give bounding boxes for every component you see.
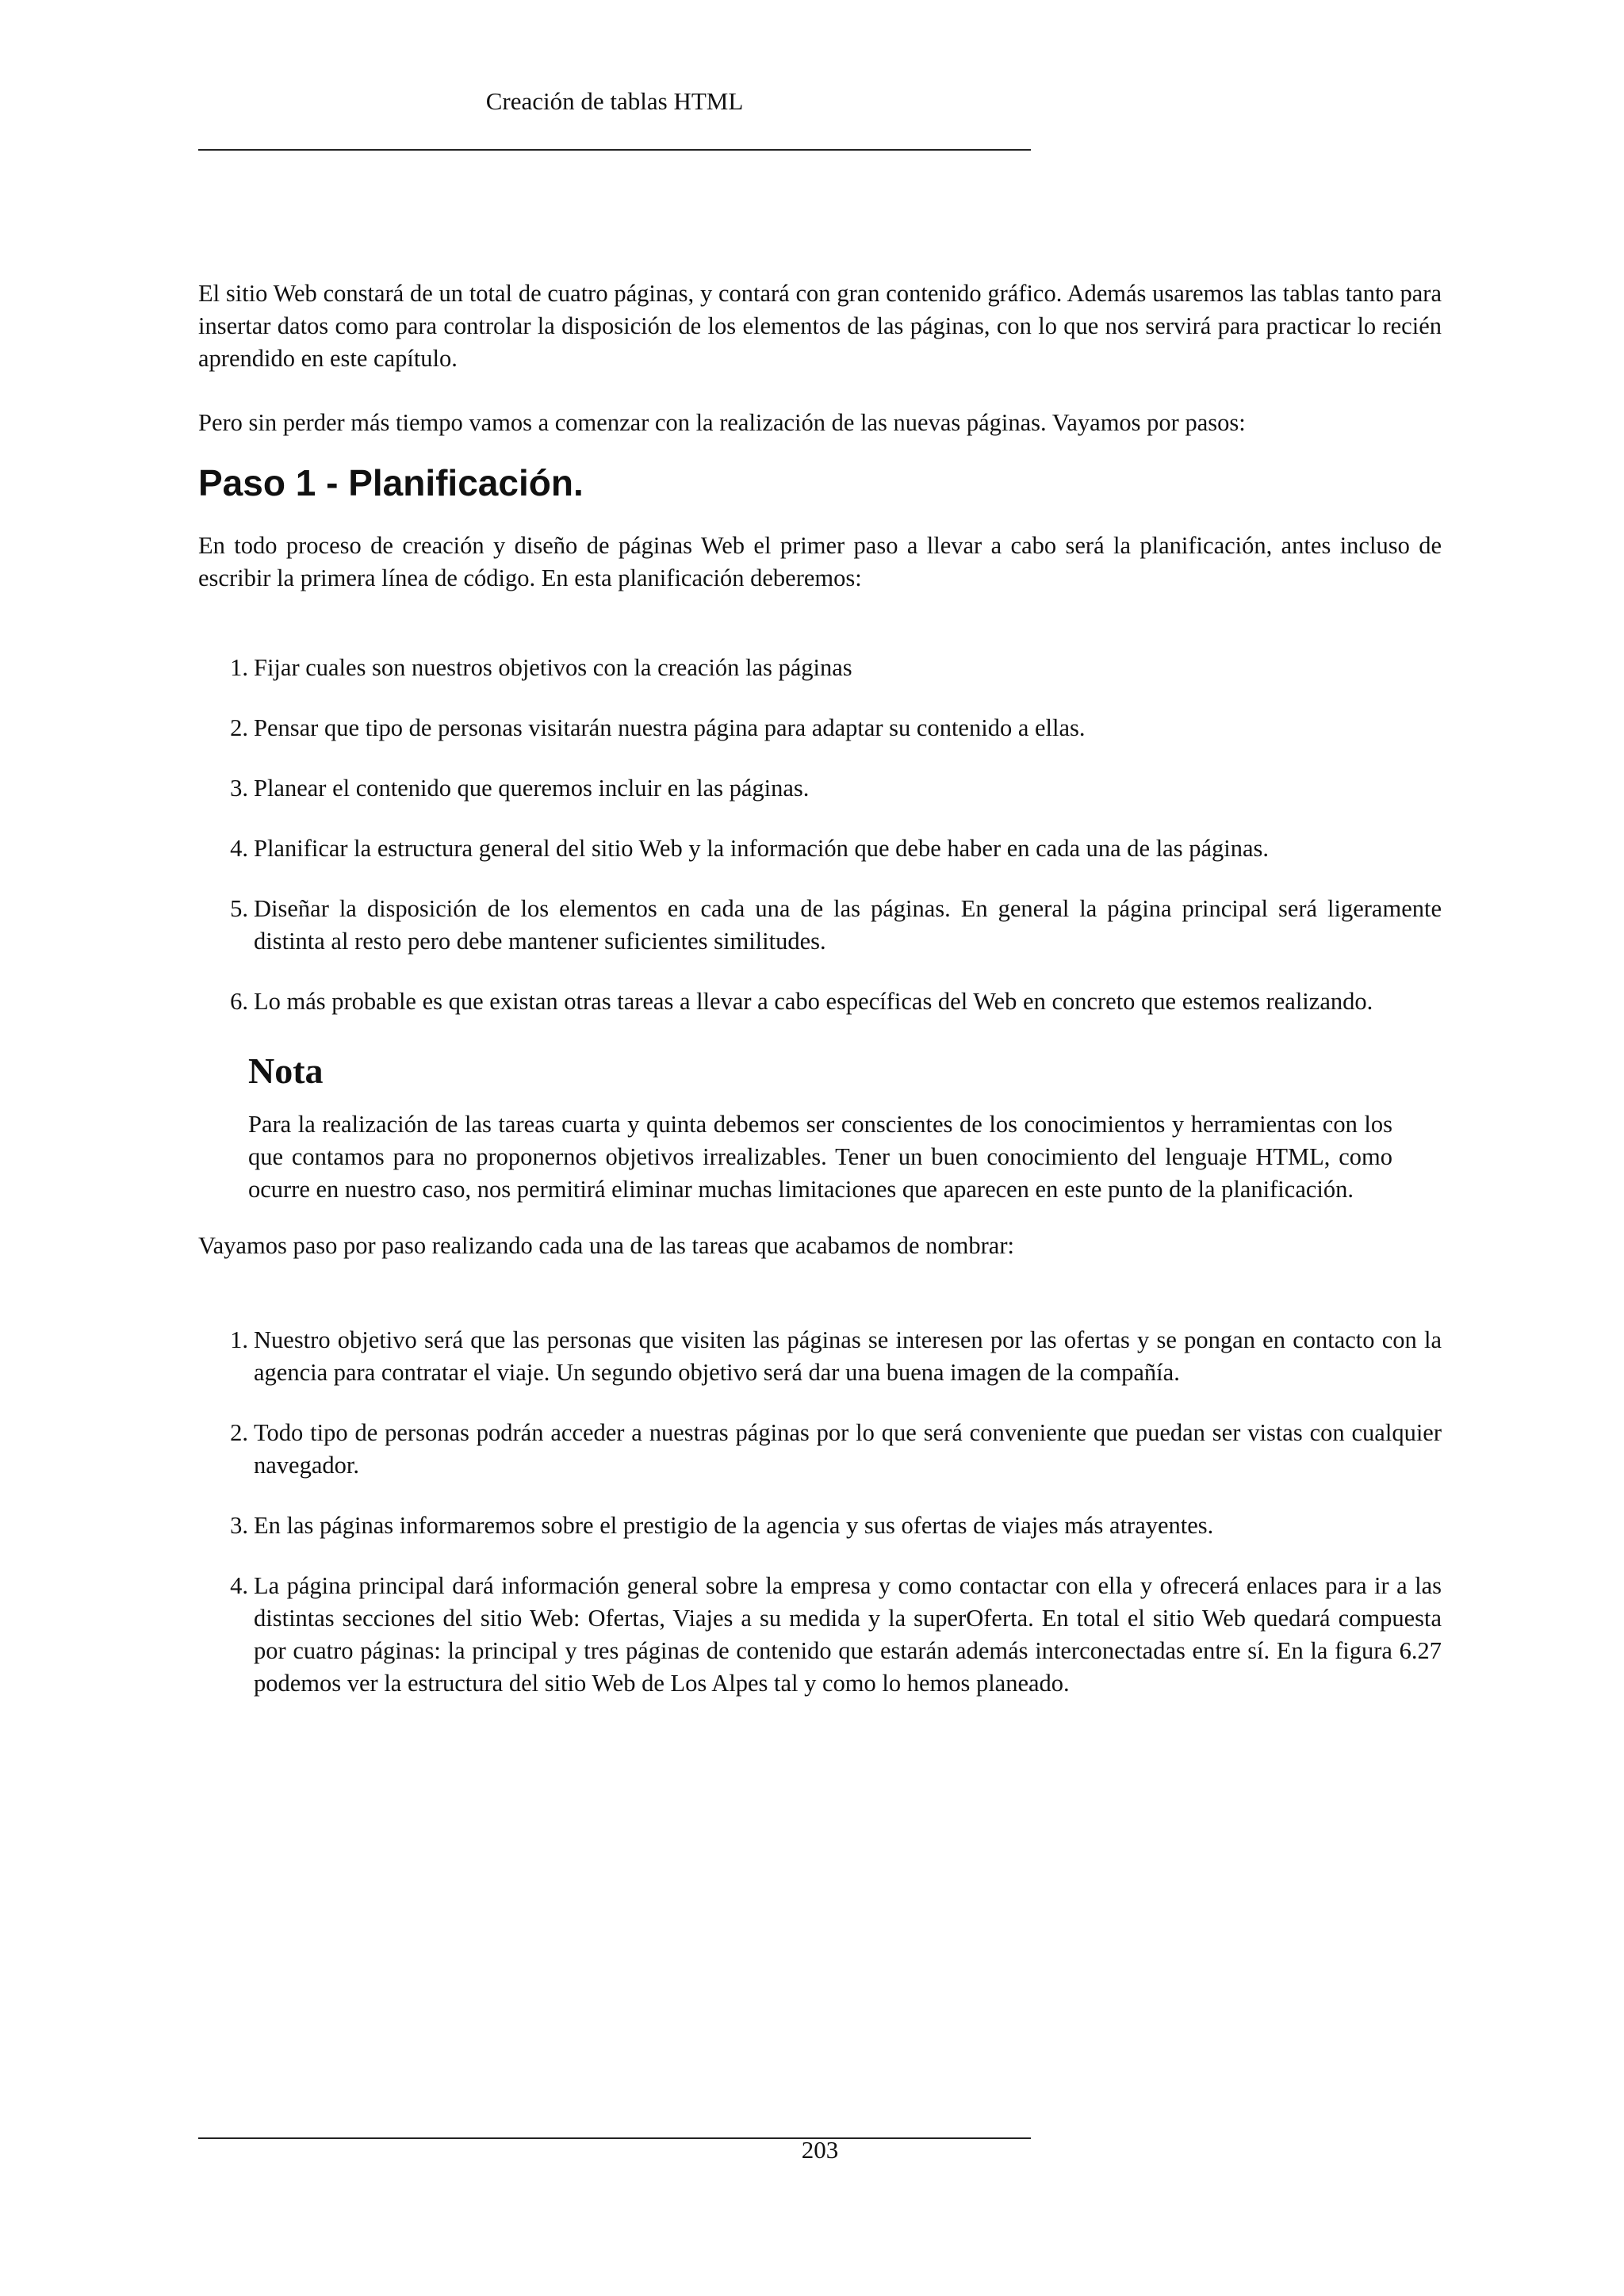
list-item-text: En las páginas informaremos sobre el prestigio de la agencia y sus ofertas de viajes más atrayentes.: [254, 1512, 1214, 1539]
note-box: [248, 1048, 1392, 1206]
header-rule: [198, 149, 1031, 151]
pasos-paragraph: Pero sin perder más tiempo vamos a comenzar con la realización de las nuevas páginas. Vayamos por pasos:: [198, 409, 1246, 436]
vayamos-paragraph: Vayamos paso por paso realizando cada una de las tareas que acabamos de nombrar:: [198, 1232, 1014, 1259]
list-item-text: Nuestro objetivo será que las personas que visiten las páginas se interesen por las ofertas y se pongan en contacto con la agencia para contratar el viaje. Un segundo objetivo será dar una buena imagen de la compañía.: [254, 1326, 1442, 1386]
list-item-number: 4.: [230, 835, 248, 862]
list-item-number: 6.: [230, 988, 248, 1015]
list-item-number: 2.: [230, 1419, 248, 1446]
list-item-number: 2.: [230, 714, 248, 741]
list-item-number: 4.: [230, 1572, 248, 1599]
list-item: [198, 1324, 1442, 1389]
task-details-list: [198, 1324, 1442, 1700]
section-heading: Paso 1 - Planificación.: [198, 462, 584, 503]
list-item-text: Pensar que tipo de personas visitarán nuestra página para adaptar su contenido a ellas.: [254, 714, 1086, 741]
list-item-number: 3.: [230, 775, 248, 802]
page-body: [198, 277, 1442, 1728]
list-item-number: 3.: [230, 1512, 248, 1539]
list-item: [198, 1510, 1442, 1542]
list-item: [198, 772, 1442, 805]
list-item-text: Planificar la estructura general del sitio Web y la información que debe haber en cada una de las páginas.: [254, 835, 1270, 862]
list-item: [198, 893, 1442, 958]
list-item: [198, 832, 1442, 865]
running-header: Creación de tablas HTML: [485, 87, 744, 115]
list-item: [198, 1417, 1442, 1482]
list-item: [198, 712, 1442, 744]
list-item-text: La página principal dará información general sobre la empresa y como contactar con ella y ofrecerá enlaces para ir a las distintas secciones del sitio Web: Ofertas, Viajes a su medida y la superOferta. En total el sitio Web quedará compuesta por cuatro páginas: la principal y tres páginas de contenido que estarán además interconectadas entre sí. En la figura 6.27 podemos ver la estructura del sitio Web de Los Alpes tal y como lo hemos planeado.: [254, 1572, 1442, 1697]
list-item-text: Lo más probable es que existan otras tareas a llevar a cabo específicas del Web en concreto que estemos realizando.: [254, 988, 1373, 1015]
list-item-text: Diseñar la disposición de los elementos en cada una de las páginas. En general la página principal será ligeramente distinta al resto pero debe mantener suficientes similitudes.: [254, 895, 1442, 955]
list-item: [198, 652, 1442, 684]
note-title: Nota: [248, 1050, 324, 1091]
planificacion-paragraph: En todo proceso de creación y diseño de páginas Web el primer paso a llevar a cabo será la planificación, antes incluso de escribir la primera línea de código. En esta planificación deberemos:: [198, 532, 1442, 591]
list-item-number: 1.: [230, 1326, 248, 1353]
page-number: 203: [801, 2136, 839, 2164]
list-item: [198, 1570, 1442, 1700]
list-item-text: Planear el contenido que queremos incluir en las páginas.: [254, 775, 810, 802]
list-item-number: 1.: [230, 654, 248, 681]
list-item-text: Fijar cuales son nuestros objetivos con la creación las páginas: [254, 654, 852, 681]
intro-paragraph: El sitio Web constará de un total de cuatro páginas, y contará con gran contenido gráfico. Además usaremos las tablas tanto para insertar datos como para controlar la disposición de los elementos de las páginas, con lo que nos servirá para practicar lo recién aprendido en este capítulo.: [198, 280, 1442, 372]
list-item-number: 5.: [230, 895, 248, 922]
planning-tasks-list: [198, 652, 1442, 1018]
note-text: Para la realización de las tareas cuarta y quinta debemos ser conscientes de los conocimientos y herramientas con los que contamos para no proponernos objetivos irrealizables. Tener un buen conocimiento del lenguaje HTML, como ocurre en nuestro caso, nos permitirá eliminar muchas limitaciones que aparecen en este punto de la planificación.: [248, 1111, 1392, 1203]
list-item-text: Todo tipo de personas podrán acceder a nuestras páginas por lo que será conveniente que puedan ser vistas con cualquier navegador.: [254, 1419, 1442, 1479]
list-item: [198, 985, 1442, 1018]
